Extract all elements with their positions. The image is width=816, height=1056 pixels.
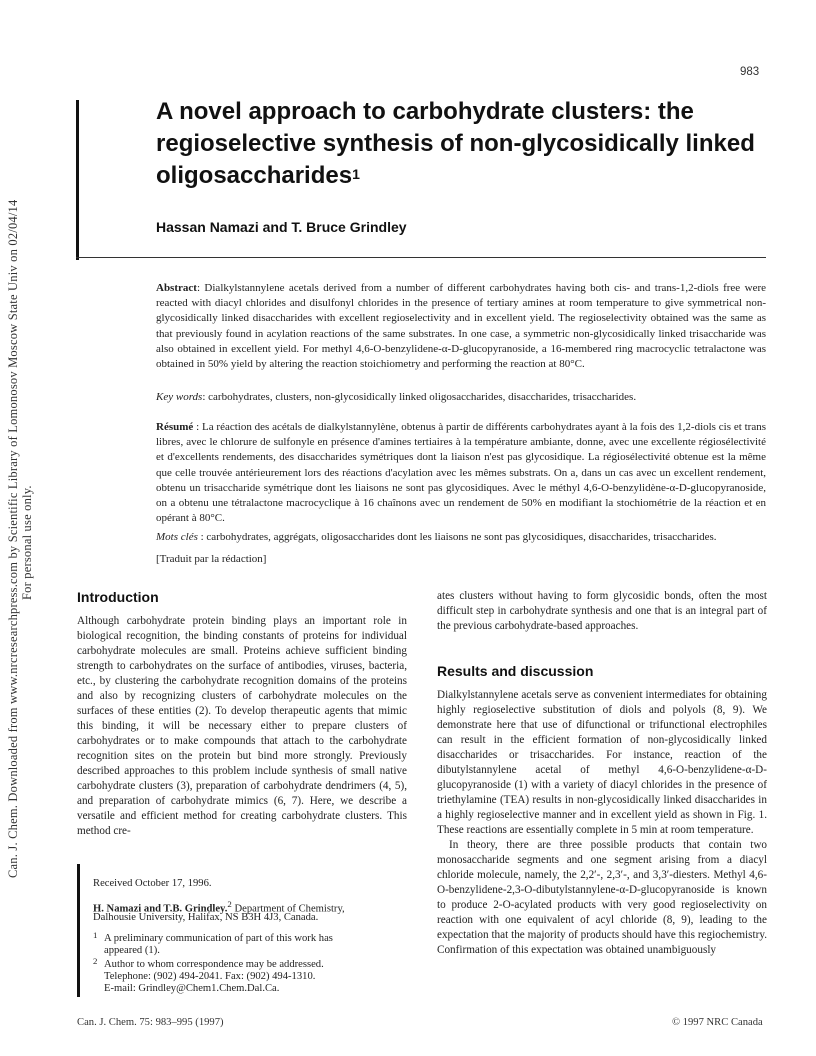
article-title-text: A novel approach to carbohydrate clusters: the regioselective synthesis of non-glycosidically linked oligosaccharides [156,98,755,189]
results-paragraph-1: Dialkylstannylene acetals serve as convenient intermediates for obtaining highly regioselective substitution of diols and polyols (8, 9). We demonstrate here that use of difunctional or trifunctional electrophiles can result in the efficient formation of non-glycosidically linked disaccharides or trisaccharides. For instance, reaction of the dibutylstannylene acetal of methyl 4,6-O-benzylidene-α-D-glucopyranoside (1) with a variety of diacyl chlorides in the presence of triethylamine (TEA) results in non-glycosidically linked disaccharides in a highly regioselective manner and in excellent yield as shown in Fig. 1. These reactions are essentially complete in 5 min at room temperature. [437,689,767,836]
title-footnote-mark: 1 [352,166,360,182]
article-authors: Hassan Namazi and T. Bruce Grindley [156,219,407,235]
resume-label: Résumé [156,421,194,433]
results-text [437,688,767,958]
introduction-heading: Introduction [77,589,159,605]
copyright-notice: © 1997 NRC Canada [672,1017,763,1028]
introduction-text: Although carbohydrate protein binding plays an important role in biological recognition, the binding constants of proteins for individual carbohydrate molecules are small. Proteins achieve sufficient binding strength to carbohydrates on the surface of antibodies, viruses, bacteria, etc., by clustering the carbohydrate recognition domains of the proteins and also by recognizing clusters of carbohydrate molecules on the surfaces of these entities (2). To develop therapeutic agents that mimic this binding, it will be necessary either to prepare clusters of carbohydrates or to make compounds that attach to the carbohydrate recognition sites on the protein but bind more strongly. Previously described approaches to this problem include synthesis of small native carbohydrate clusters (3), preparation of carbohydrate dendrimers (4, 5), and preparation of carbohydrate mimics (6, 7). Here, we describe a versatile and efficient method for creating carbohydrate clusters. This method cre- [77,615,407,837]
received-date: Received October 17, 1996. [93,878,212,889]
header-divider [76,257,766,258]
download-notice [4,180,44,880]
title-accent-bar [76,100,79,260]
keywords [156,390,766,405]
footnote-1-number: 1 [93,930,98,940]
notes-accent-bar [77,864,80,997]
resume [156,420,766,526]
footnote-2-line-1: Author to whom correspondence may be addressed. [104,959,324,970]
abstract [156,281,766,372]
page-number: 983 [740,66,760,78]
download-notice-line-2: For personal use only. [20,485,34,600]
download-notice-line-1: Can. J. Chem. Downloaded from www.nrcresearchpress.com by Scientific Library of Lomonosov Moscow State Univ on 02/04/14 [6,199,20,878]
results-paragraph-2: In theory, there are three possible products that contain two monosaccharide segments and one segment arising from a diacyl chloride molecule, namely, the 2,2′-, 2,3′-, and 3,3′-diesters. Methyl 4,6-O-benzylidene-2,3-O-dibutylstannylene-α-D-glucopyranoside is known to produce 2-O-acylated products with very good regioselectivity on reaction with one equivalent of acyl chloride (8, 9), leading to the expectation that the majority of products should have this regiochemistry. Confirmation of this expectation was obtained unambiguously [437,839,767,956]
footnote-1-line-1: A preliminary communication of part of this work has [104,933,333,944]
footnote-2-line-3: E-mail: Grindley@Chem1.Chem.Dal.Ca. [104,983,280,994]
article-notes [77,864,407,997]
results-heading: Results and discussion [437,663,594,679]
footnote-2-line-2: Telephone: (902) 494-2041. Fax: (902) 494-1310. [104,971,316,982]
keywords-text: : carbohydrates, clusters, non-glycosidically linked oligosaccharides, disaccharides, trisaccharides. [202,391,637,403]
mots-cles-label: Mots clés [156,531,198,543]
affiliation-department: Department of Chemistry, [231,903,345,915]
keywords-label: Key words [156,391,203,403]
resume-text: : La réaction des acétals de dialkylstannylène, obtenus à partir de différents carbohydrates ayant à la fois des 1,2-diols cis et trans libres, avec le chlorure de sulfonyle en présence d'amines tertiaires à la température ambiante, donne, avec une excellente régiosélectivité et d'excellents rendements, des disaccharides symétriques dont la liaison n'est pas glycosidique. La régiosélectivité obtenue est la même que celle trouvée antérieurement lors des réactions d'acylation avec les mêmes substrats. On a, dans un cas avec un excellent rendement, obtenu un trisaccharide symétrique dont les liaisons ne sont pas glycosidiques. Avec le méthyl 4,6-O-benzylidène-α-D-glucopyranoside, on a obtenu une tétralactone macrocyclique à 16 chaînons avec un rendement de 50% en modifiant la stochiométrie de la réaction et en opérant à 80°C. [156,421,766,525]
abstract-text: : Dialkylstannylene acetals derived from a number of different carbohydrates having both cis- and trans-1,2-diols free were reacted with diacyl chlorides and disulfonyl chlorides in the presence of tertiary amines at room temperature to give symmetrical non-glycosidically linked disaccharides with excellent regioselectivity and in excellent yield. The regioselectivity obtained was the same as that previously found in acylation reactions of the same substrates. In one case, a symmetric non-glycosidically linked trisaccharide was also obtained in excellent yield. For methyl 4,6-O-benzylidene-α-D-glucopyranoside, a 16-membered ring macrocyclic tetralactone was obtained in 50% yield by altering the reaction stoichiometry and performing the reaction at 80°C. [156,282,766,371]
footnote-1-line-2: appeared (1). [104,945,160,956]
footnote-2-number: 2 [93,956,98,966]
mots-cles [156,530,766,545]
mots-cles-text: : carbohydrates, aggrégats, oligosaccharides dont les liaisons ne sont pas glycosidiques, disaccharides, trisaccharides. [197,531,717,543]
journal-citation: Can. J. Chem. 75: 983–995 (1997) [77,1017,224,1028]
translation-note: [Traduit par la rédaction] [156,553,267,565]
footnote-1-mark [93,929,97,947]
article-title [156,96,796,192]
introduction-continuation: ates clusters without having to form glycosidic bonds, often the most difficult step in carbohydrate synthesis and one that is an integral part of the previous carbohydrate-based approaches. [437,590,767,632]
footnote-2-mark [93,955,97,973]
abstract-label: Abstract [156,282,197,294]
affiliation-address: Dalhousie University, Halifax, NS B3H 4J3, Canada. [93,912,319,923]
affiliation-authors: H. Namazi and T.B. Grindley. [93,903,228,915]
affiliation-footnote-mark: 2 [227,899,232,909]
